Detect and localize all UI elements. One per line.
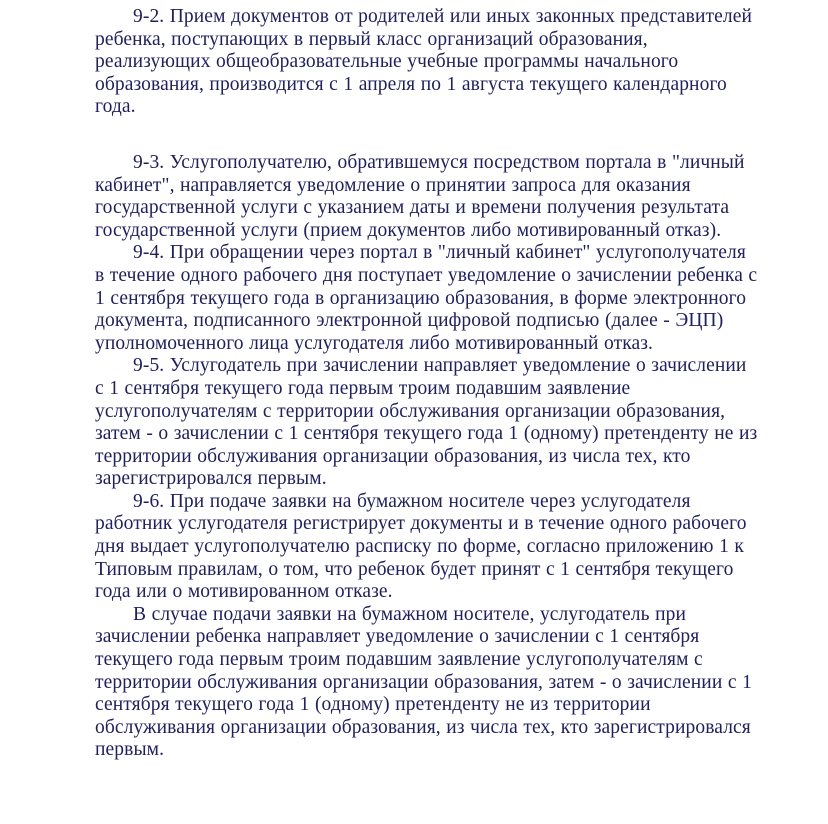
document-text-block	[95, 6, 760, 762]
paragraph-9-6: 9-6. При подаче заявки на бумажном носителе через услугодателя работник услугодателя регистрирует документы и в течение одного рабочего дня выдает услугополучателю расписку по форме, согласно приложению 1 к Типовым правилам, о том, что ребенок будет принят с 1 сентября текущего года или о мотивированном отказе.	[95, 490, 747, 603]
paragraph-9-6-continued: В случае подачи заявки на бумажном носителе, услугодатель при зачислении ребенка направляет уведомление о зачислении с 1 сентября текущего года первым троим подавшим заявление услугополучателям с территории обслуживания организации образования, затем - о зачислении с 1 сентября текущего года 1 (одному) претенденту не из территории обслуживания организации образования, из числа тех, кто зарегистрировался первым.	[95, 603, 752, 761]
paragraph-9-3: 9-3. Услугополучателю, обратившемуся посредством портала в "личный кабинет", направляется уведомление о принятии запроса для оказания государственной услуги с указанием даты и времени получения результата государственной услуги (прием документов либо мотивированный отказ).	[95, 151, 745, 241]
paragraph-9-5: 9-5. Услугодатель при зачислении направляет уведомление о зачислении с 1 сентября текущего года первым троим подавшим заявление услугополучателям с территории обслуживания организации образования, затем - о зачислении с 1 сентября текущего года 1 (одному) претенденту не из территории обслуживания организации образования, из числа тех, кто зарегистрировался первым.	[95, 355, 758, 490]
paragraph-9-4: 9-4. При обращении через портал в "личный кабинет" услугополучателя в течение одного рабочего дня поступает уведомление о зачислении ребенка с 1 сентября текущего года в организацию образования, в форме электронного документа, подписанного электронной цифровой подписью (далее - ЭЦП) уполномоченного лица услугодателя либо мотивированный отказ.	[95, 242, 758, 354]
paragraph-9-2: 9-2. Прием документов от родителей или иных законных представителей ребенка, поступающих в первый класс организаций образования, реализующих общеобразовательные учебные программы начального образования, производится с 1 апреля по 1 августа текущего календарного года.	[95, 6, 753, 118]
